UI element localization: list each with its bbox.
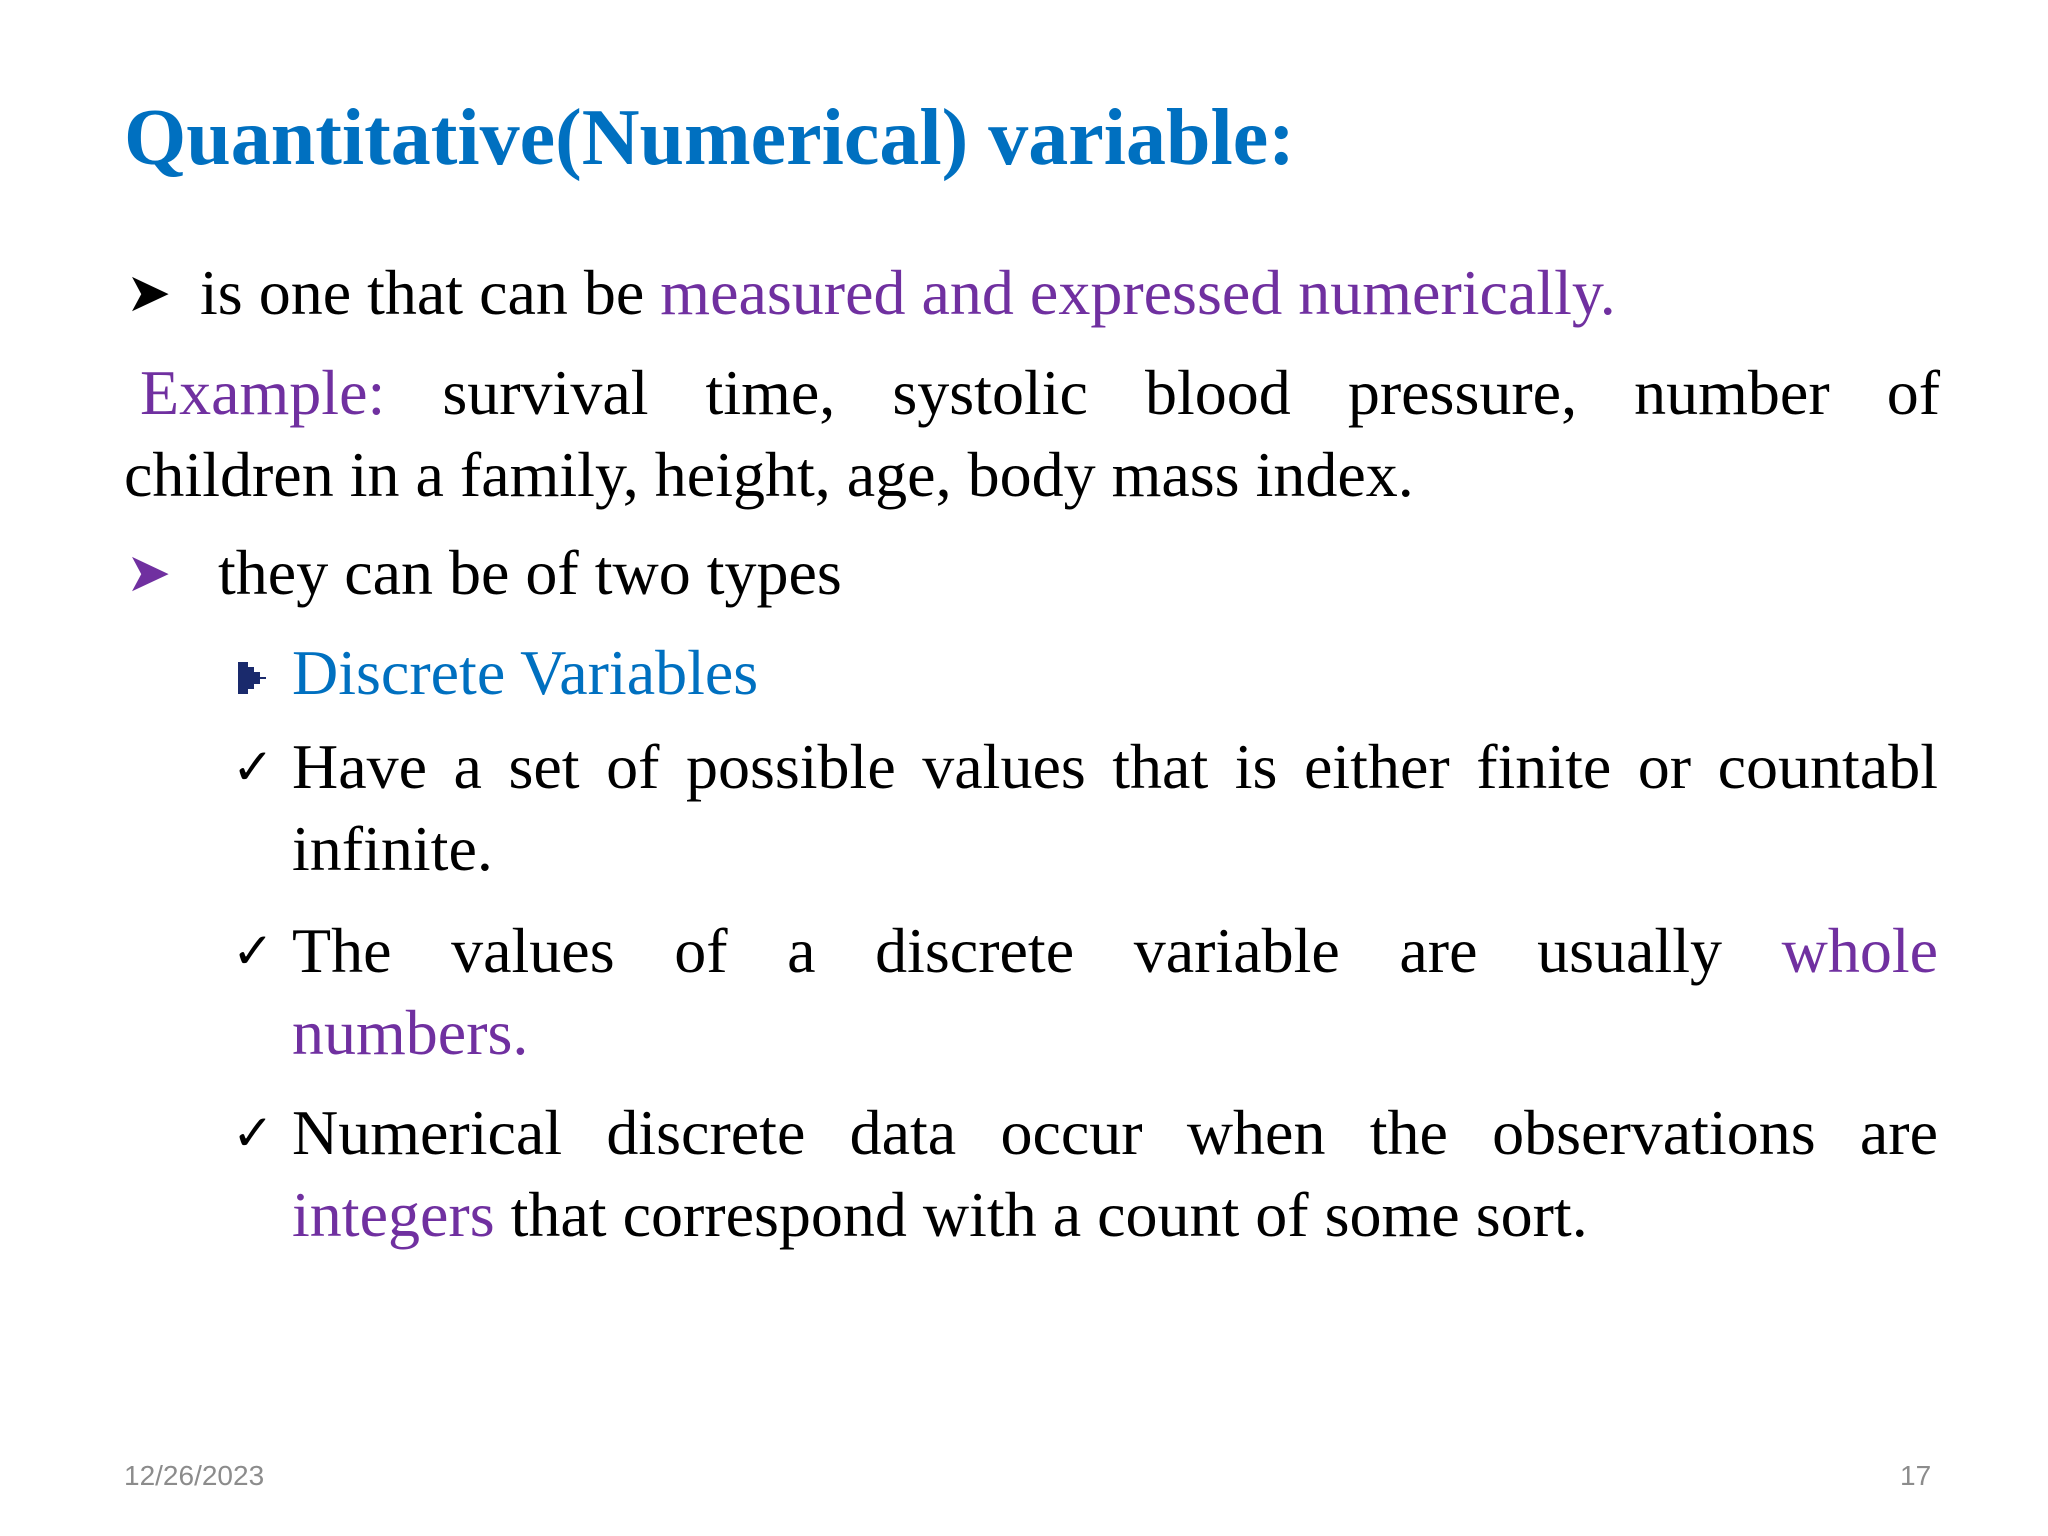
check-3-line-1: Numerical discrete data occur when the observations are	[292, 1097, 1938, 1168]
check-3-highlight: integers	[292, 1179, 495, 1250]
check-2-highlight-1: whole	[1781, 915, 1939, 986]
check-3-rest: that correspond with a count of some sort.	[494, 1179, 1588, 1250]
subheading-discrete-variables: Discrete Variables	[292, 637, 759, 708]
check-1-line-1: Have a set of possible values that is either finite or countabl	[292, 731, 1938, 802]
bullet-1-prefix: is one that can be	[200, 257, 661, 328]
checkmark-icon: ✓	[232, 738, 274, 796]
check-2-highlight-2: numbers.	[292, 997, 529, 1068]
footer-date: 12/26/2023	[124, 1460, 265, 1491]
check-3-line-2	[292, 1174, 1588, 1256]
checkmark-icon: ✓	[232, 922, 274, 980]
example-line-2: children in a family, height, age, body mass index.	[124, 439, 1414, 510]
check-2-line-1	[292, 910, 1938, 992]
arrow-bullet-icon: ➤	[126, 541, 172, 604]
footer-page-number: 17	[1900, 1460, 1932, 1491]
bullet-1-highlight: measured and expressed numerically.	[660, 257, 1616, 328]
triangle-bullet-icon	[236, 660, 276, 696]
example-label: Example:	[140, 357, 386, 428]
check-2-text: The values of a discrete variable are usually	[292, 915, 1722, 986]
example-text-1: survival time, systolic blood pressure, number of	[442, 357, 1941, 428]
slide-title: Quantitative(Numerical) variable:	[124, 94, 1295, 182]
checkmark-icon: ✓	[232, 1104, 274, 1162]
bullet-2-text: they can be of two types	[218, 537, 842, 608]
bullet-1-text	[200, 252, 1616, 334]
check-1-line-2: infinite.	[292, 813, 493, 884]
arrow-bullet-icon: ➤	[126, 261, 172, 324]
example-line-1	[140, 352, 1940, 434]
